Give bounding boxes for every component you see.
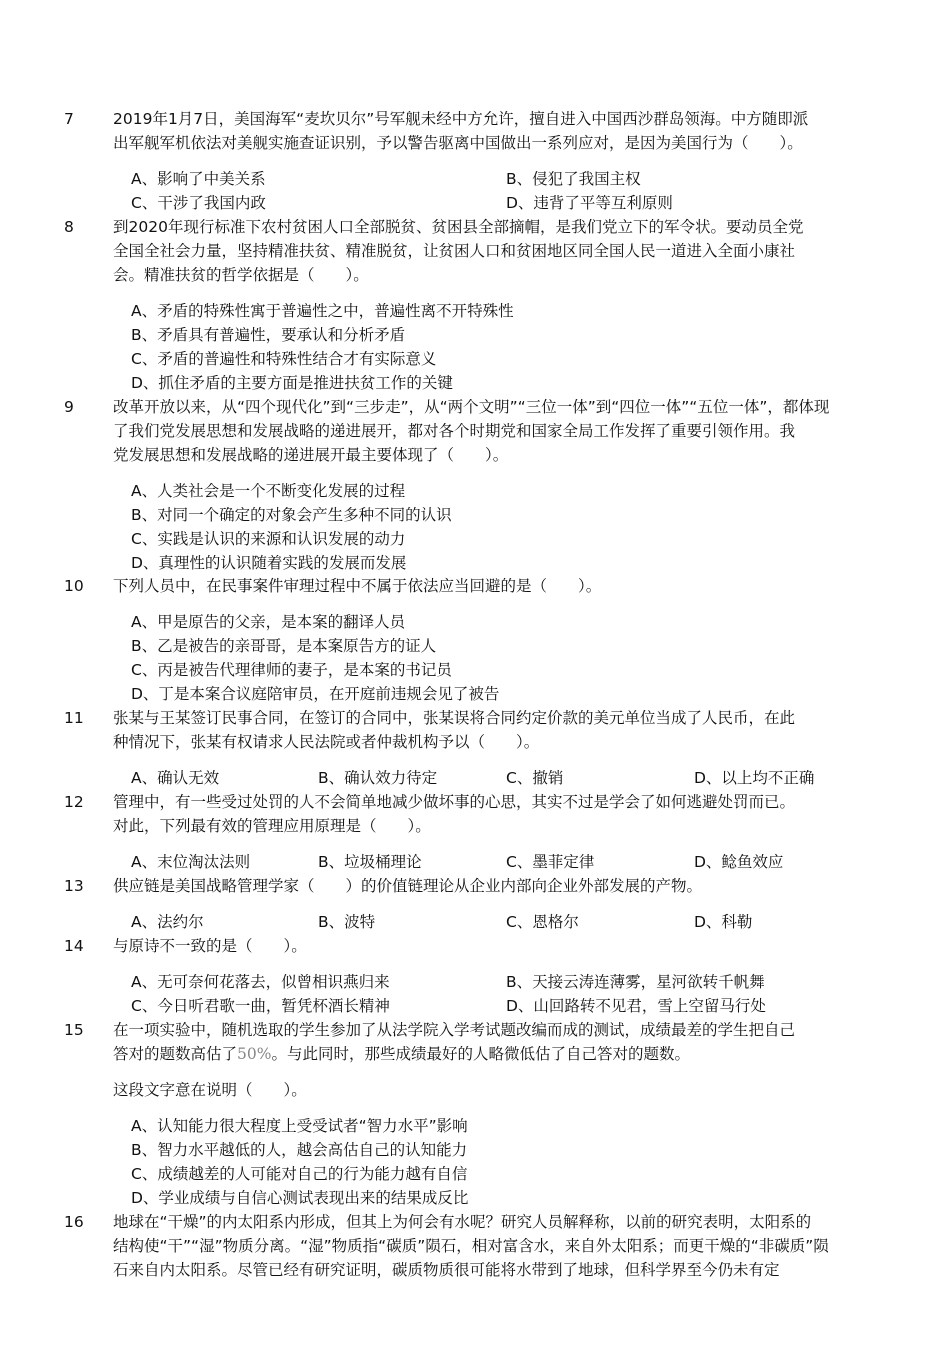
question-stem — [113, 706, 863, 754]
stem-line: 到2020年现行标准下农村贫困人口全部脱贫、贫困县全部摘帽，是我们党立下的军令状。要动员全党 — [113, 218, 804, 236]
question-number: 9 — [64, 398, 74, 416]
stem-line: 下列人员中，在民事案件审理过程中不属于依法应当回避的是（ ）。 — [113, 577, 602, 595]
option-d: D、鲶鱼效应 — [694, 853, 784, 871]
question-stem — [113, 790, 863, 838]
options — [131, 299, 871, 395]
option-d: D、学业成绩与自信心测试表现出来的结果成反比 — [131, 1189, 469, 1207]
option-a: A、影响了中美关系 — [131, 170, 266, 188]
question-number: 11 — [64, 709, 84, 727]
stem-line: 种情况下，张某有权请求人民法院或者仲裁机构予以（ ）。 — [113, 733, 540, 751]
option-c: C、丙是被告代理律师的妻子，是本案的书记员 — [131, 661, 452, 679]
stem-line: 结构使“干”“湿”物质分离。“湿”物质指“碳质”陨石，相对富含水，来自外太阳系；而更干燥的“非碳质”陨 — [113, 1237, 829, 1255]
question-number: 15 — [64, 1021, 84, 1039]
question-stem — [113, 874, 863, 898]
option-c: C、矛盾的普遍性和特殊性结合才有实际意义 — [131, 350, 437, 368]
option-b: B、智力水平越低的人，越会高估自己的认知能力 — [131, 1141, 468, 1159]
option-c: C、撤销 — [506, 769, 564, 787]
question-number: 13 — [64, 877, 84, 895]
option-b: B、对同一个确定的对象会产生多种不同的认识 — [131, 506, 452, 524]
option-b: B、波特 — [318, 913, 376, 931]
option-a: A、确认无效 — [131, 769, 220, 787]
options — [131, 850, 871, 874]
option-d: D、违背了平等互利原则 — [506, 194, 673, 212]
option-d: D、山回路转不见君，雪上空留马行处 — [506, 997, 766, 1015]
question-number: 10 — [64, 577, 84, 595]
option-c: C、恩格尔 — [506, 913, 579, 931]
option-c: C、今日听君歌一曲，暂凭杯酒长精神 — [131, 997, 390, 1015]
stem-text: 答对的题数高估了 — [113, 1045, 238, 1063]
question-number: 14 — [64, 937, 84, 955]
option-a: A、认知能力很大程度上受受试者“智力水平”影响 — [131, 1117, 468, 1135]
option-d: D、抓住矛盾的主要方面是推进扶贫工作的关键 — [131, 374, 453, 392]
question-number: 12 — [64, 793, 84, 811]
option-a: A、末位淘汰法则 — [131, 853, 251, 871]
option-d: D、真理性的认识随着实践的发展而发展 — [131, 554, 407, 572]
option-b: B、乙是被告的亲哥哥，是本案原告方的证人 — [131, 637, 437, 655]
option-a: A、人类社会是一个不断变化发展的过程 — [131, 482, 406, 500]
question-stem — [113, 215, 863, 287]
options — [131, 479, 871, 575]
stem-line: 地球在“干燥”的内太阳系内形成，但其上为何会有水呢？研究人员解释称，以前的研究表明，太阳系的 — [113, 1213, 812, 1231]
stem-line — [113, 1042, 863, 1066]
option-c: C、实践是认识的来源和认识发展的动力 — [131, 530, 406, 548]
stem-question: 这段文字意在说明（ ）。 — [113, 1081, 307, 1099]
stem-line: 了我们党发展思想和发展战略的递进展开，都对各个时期党和国家全局工作发挥了重要引领作用。我 — [113, 422, 796, 440]
stem-line: 对此，下列最有效的管理应用原理是（ ）。 — [113, 817, 431, 835]
option-d: D、丁是本案合议庭陪审员，在开庭前违规会见了被告 — [131, 685, 500, 703]
option-b: B、垃圾桶理论 — [318, 853, 422, 871]
option-c: C、墨菲定律 — [506, 853, 595, 871]
option-a: A、矛盾的特殊性寓于普遍性之中，普遍性离不开特殊性 — [131, 302, 514, 320]
question-stem — [113, 1210, 863, 1282]
options — [131, 970, 871, 1018]
stem-line: 在一项实验中，随机选取的学生参加了从法学院入学考试题改编而成的测试，成绩最差的学生把自己 — [113, 1021, 796, 1039]
option-b: B、确认效力待定 — [318, 769, 438, 787]
stem-line: 党发展思想和发展战略的递进展开最主要体现了（ ）。 — [113, 446, 509, 464]
percent-value: 50% — [237, 1045, 272, 1063]
stem-line: 改革开放以来，从“四个现代化”到“三步走”，从“两个文明”“三位一体”到“四位一体”“五位一体”，都体现 — [113, 398, 830, 416]
option-a: A、无可奈何花落去，似曾相识燕归来 — [131, 973, 390, 991]
stem-line: 石来自内太阳系。尽管已经有研究证明，碳质物质很可能将水带到了地球，但科学界至今仍未有定 — [113, 1261, 780, 1279]
question-stem — [113, 395, 863, 467]
option-a: A、甲是原告的父亲，是本案的翻译人员 — [131, 613, 406, 631]
stem-text: 。与此同时，那些成绩最好的人略微低估了自己答对的题数。 — [271, 1045, 690, 1063]
options — [131, 910, 871, 934]
stem-line: 张某与王某签订民事合同，在签订的合同中，张某误将合同约定价款的美元单位当成了人民币，在此 — [113, 709, 796, 727]
options — [131, 167, 871, 215]
question-stem — [113, 934, 863, 958]
question-number: 16 — [64, 1213, 84, 1231]
option-a: A、法约尔 — [131, 913, 204, 931]
stem-line: 全国全社会力量，坚持精准扶贫、精准脱贫，让贫困人口和贫困地区同全国人民一道进入全面小康社 — [113, 242, 796, 260]
option-d: D、以上均不正确 — [694, 769, 815, 787]
options — [131, 766, 871, 790]
stem-line: 2019年1月7日，美国海军“麦坎贝尔”号军舰未经中方允许，擅自进入中国西沙群岛领海。中方随即派 — [113, 110, 809, 128]
option-b: B、侵犯了我国主权 — [506, 170, 641, 188]
options — [131, 610, 871, 706]
question-number: 8 — [64, 218, 74, 236]
stem-line: 会。精准扶贫的哲学依据是（ ）。 — [113, 266, 369, 284]
question-stem — [113, 1018, 863, 1102]
options — [131, 1114, 871, 1210]
option-b: B、矛盾具有普遍性，要承认和分析矛盾 — [131, 326, 406, 344]
stem-line: 供应链是美国战略管理学家（ ）的价值链理论从企业内部向企业外部发展的产物。 — [113, 877, 703, 895]
question-number: 7 — [64, 110, 74, 128]
question-stem — [113, 574, 863, 598]
option-b: B、天接云涛连薄雾，星河欲转千帆舞 — [506, 973, 765, 991]
option-d: D、科勒 — [694, 913, 753, 931]
stem-line: 与原诗不一致的是（ ）。 — [113, 937, 307, 955]
option-c: C、成绩越差的人可能对自己的行为能力越有自信 — [131, 1165, 468, 1183]
option-c: C、干涉了我国内政 — [131, 194, 266, 212]
stem-line: 管理中，有一些受过处罚的人不会简单地减少做坏事的心思，其实不过是学会了如何逃避处罚而已。 — [113, 793, 796, 811]
question-stem — [113, 107, 863, 155]
stem-line: 出军舰军机依法对美舰实施查证识别，予以警告驱离中国做出一系列应对，是因为美国行为（ ）。 — [113, 134, 803, 152]
